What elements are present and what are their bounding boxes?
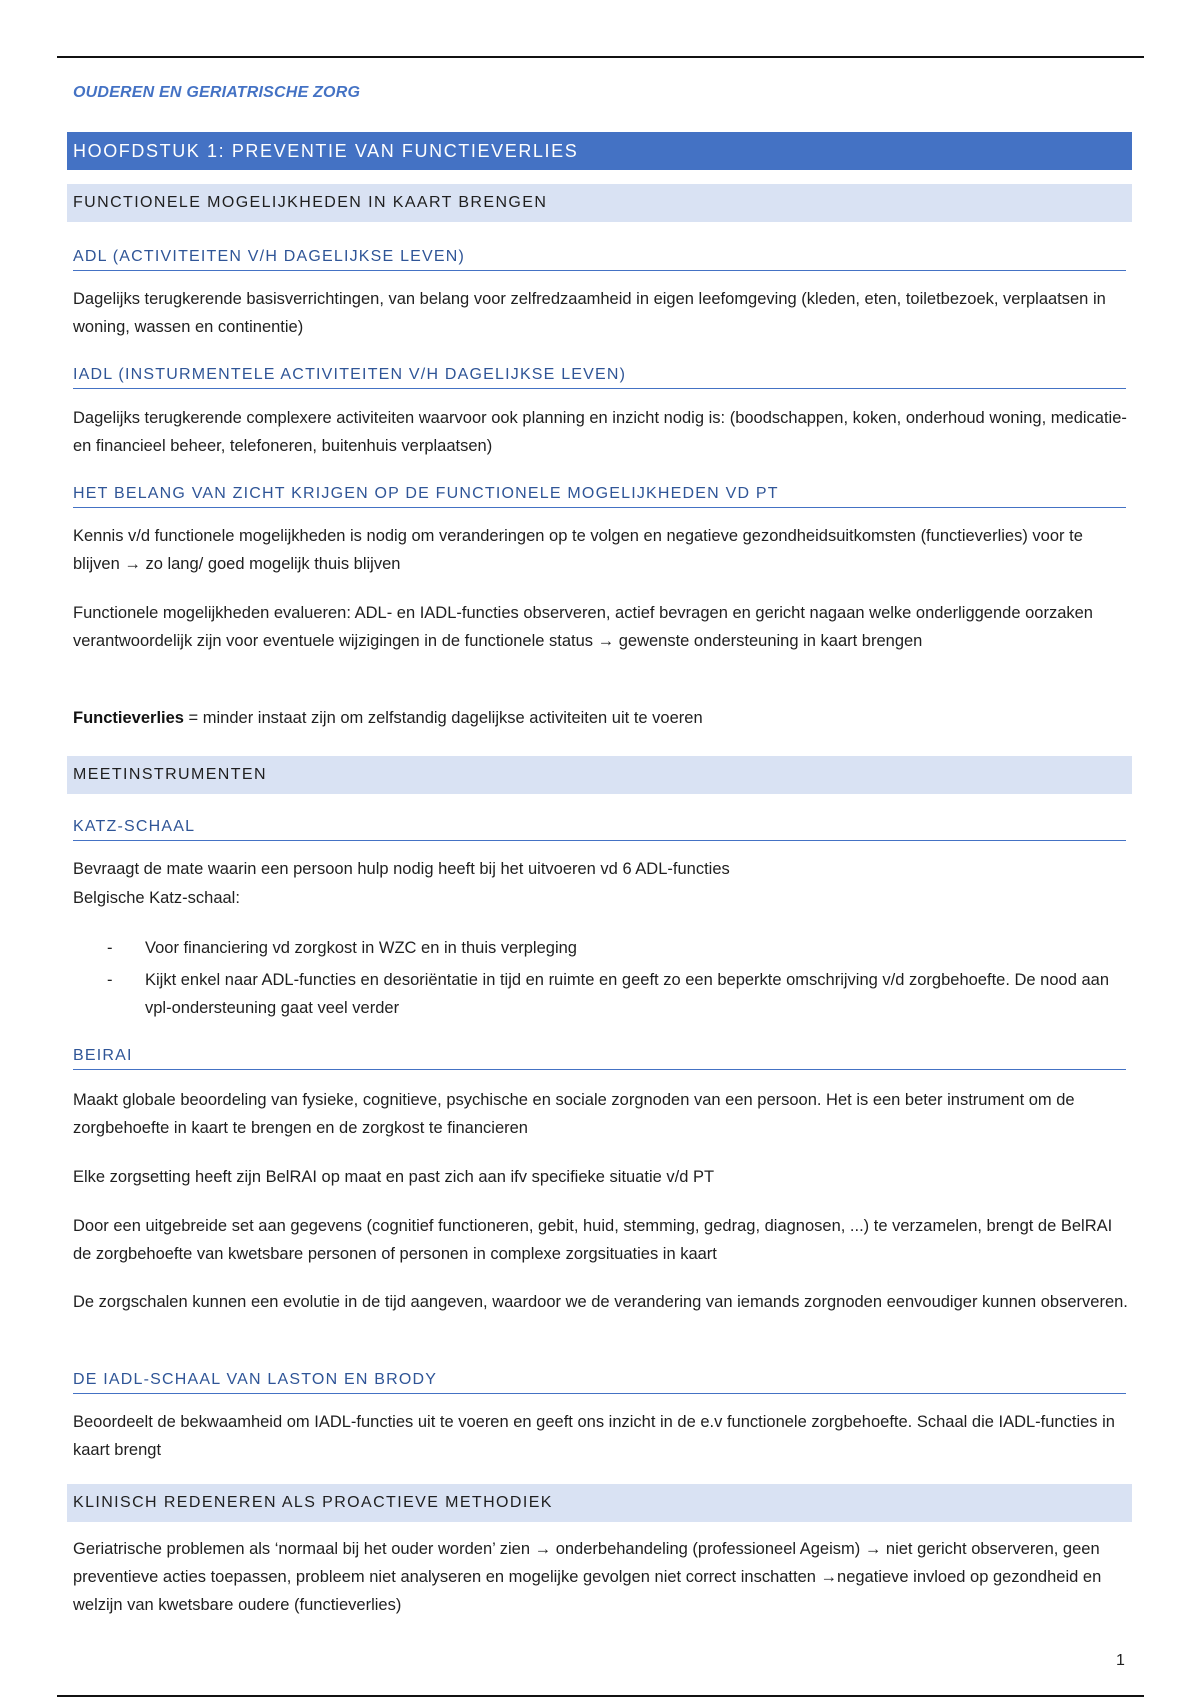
section-heading-meetinstrumenten: MEETINSTRUMENTEN bbox=[67, 756, 1132, 794]
term-functieverlies: Functieverlies bbox=[73, 709, 184, 727]
paragraph-beirai-1: Maakt globale beoordeling van fysieke, cognitieve, psychische en sociale zorgnoden van een persoon. Het is een beter instrument om de zorgbehoefte in kaart te brengen en de zorgkost te financieren bbox=[73, 1091, 1075, 1137]
paragraph-beirai-3: Door een uitgebreide set aan gegevens (cognitief functioneren, gebit, huid, stemming, gedrag, diagnosen, ...) te verzamelen, brengt de BelRAI de zorgbehoefte van kwetsbare personen of personen in complexe zorgsituaties in kaart bbox=[73, 1217, 1113, 1263]
subheading-laston-brody: DE IADL-SCHAAL VAN LASTON EN BRODY bbox=[73, 1371, 1126, 1394]
subheading-iadl: IADL (INSTURMENTELE ACTIVITEITEN V/H DAGELIJKSE LEVEN) bbox=[73, 366, 1126, 389]
section-heading-klinisch: KLINISCH REDENEREN ALS PROACTIEVE METHODIEK bbox=[67, 1484, 1132, 1522]
bullet-marker: - bbox=[107, 971, 113, 989]
subheading-beirai: BEIRAI bbox=[73, 1047, 1126, 1070]
footer-rule bbox=[57, 1695, 1144, 1697]
paragraph-beirai-2: Elke zorgsetting heeft zijn BelRAI op maat en past zich aan ifv specifieke situatie v/d PT bbox=[73, 1168, 715, 1186]
list-item bbox=[73, 934, 1133, 962]
list-item bbox=[73, 966, 1133, 1022]
paragraph-iadl: Dagelijks terugkerende complexere activiteiten waarvoor ook planning en inzicht nodig is: (boodschappen, koken, onderhoud woning, medicatie- en financieel beheer, telefoneren, buitenhuis verplaatsen) bbox=[73, 409, 1127, 455]
subheading-katz: KATZ-SCHAAL bbox=[73, 818, 1126, 841]
paragraph-laston-brody: Beoordeelt de bekwaamheid om IADL-functies uit te voeren en geeft ons inzicht in de e.v functionele zorgbehoefte. Schaal die IADL-functies in kaart brengt bbox=[73, 1413, 1115, 1459]
section-heading-functionele: FUNCTIONELE MOGELIJKHEDEN IN KAART BRENGEN bbox=[67, 184, 1132, 222]
bullet-marker: - bbox=[107, 939, 113, 957]
paragraph-functieverlies bbox=[73, 704, 1133, 732]
subheading-adl: ADL (ACTIVITEITEN V/H DAGELIJKSE LEVEN) bbox=[73, 248, 1126, 271]
paragraph-beirai-4: De zorgschalen kunnen een evolutie in de tijd aangeven, waardoor we de verandering van iemands zorgnoden eenvoudiger kunnen observeren. bbox=[73, 1293, 1128, 1311]
page-number: 1 bbox=[1116, 1652, 1125, 1669]
paragraph-belang-2: Functionele mogelijkheden evalueren: ADL- en IADL-functies observeren, actief bevragen en gericht nagaan welke onderliggende oorzaken verantwoordelijk zijn voor eventuele wijzigingen in de functionele status → gewenste ondersteuning in kaart brengen bbox=[73, 604, 1093, 650]
paragraph-katz-1: Bevraagt de mate waarin een persoon hulp nodig heeft bij het uitvoeren vd 6 ADL-functies bbox=[73, 860, 730, 878]
paragraph-katz-2: Belgische Katz-schaal: bbox=[73, 889, 240, 907]
paragraph-adl: Dagelijks terugkerende basisverrichtingen, van belang voor zelfredzaamheid in eigen leefomgeving (kleden, eten, toiletbezoek, verplaatsen in woning, wassen en continentie) bbox=[73, 290, 1106, 336]
paragraph-belang-1: Kennis v/d functionele mogelijkheden is nodig om veranderingen op te volgen en negatieve gezondheidsuitkomsten (functieverlies) voor te blijven → zo lang/ goed mogelijk thuis blijven bbox=[73, 527, 1083, 573]
paragraph-klinisch: Geriatrische problemen als ‘normaal bij het ouder worden’ zien → onderbehandeling (professioneel Ageism) → niet gericht observeren, geen preventieve acties toepassen, probleem niet analyseren en mogelijke gevolgen niet correct inschatten →negatieve invloed op gezondheid en welzijn van kwetsbare oudere (functieverlies) bbox=[73, 1540, 1102, 1614]
subheading-belang: HET BELANG VAN ZICHT KRIJGEN OP DE FUNCTIONELE MOGELIJKHEDEN VD PT bbox=[73, 485, 1126, 508]
document-title: OUDEREN EN GERIATRISCHE ZORG bbox=[73, 84, 361, 101]
list-item-text: Kijkt enkel naar ADL-functies en desoriëntatie in tijd en ruimte en geeft zo een beperkte omschrijving v/d zorgbehoefte. De nood aan vpl-ondersteuning gaat veel verder bbox=[145, 971, 1109, 1017]
header-rule bbox=[57, 56, 1144, 58]
definition-functieverlies: = minder instaat zijn om zelfstandig dagelijkse activiteiten uit te voeren bbox=[183, 709, 703, 727]
list-item-text: Voor financiering vd zorgkost in WZC en in thuis verpleging bbox=[145, 939, 577, 957]
katz-bullet-list bbox=[73, 934, 1133, 1026]
chapter-heading: HOOFDSTUK 1: PREVENTIE VAN FUNCTIEVERLIES bbox=[67, 132, 1132, 170]
